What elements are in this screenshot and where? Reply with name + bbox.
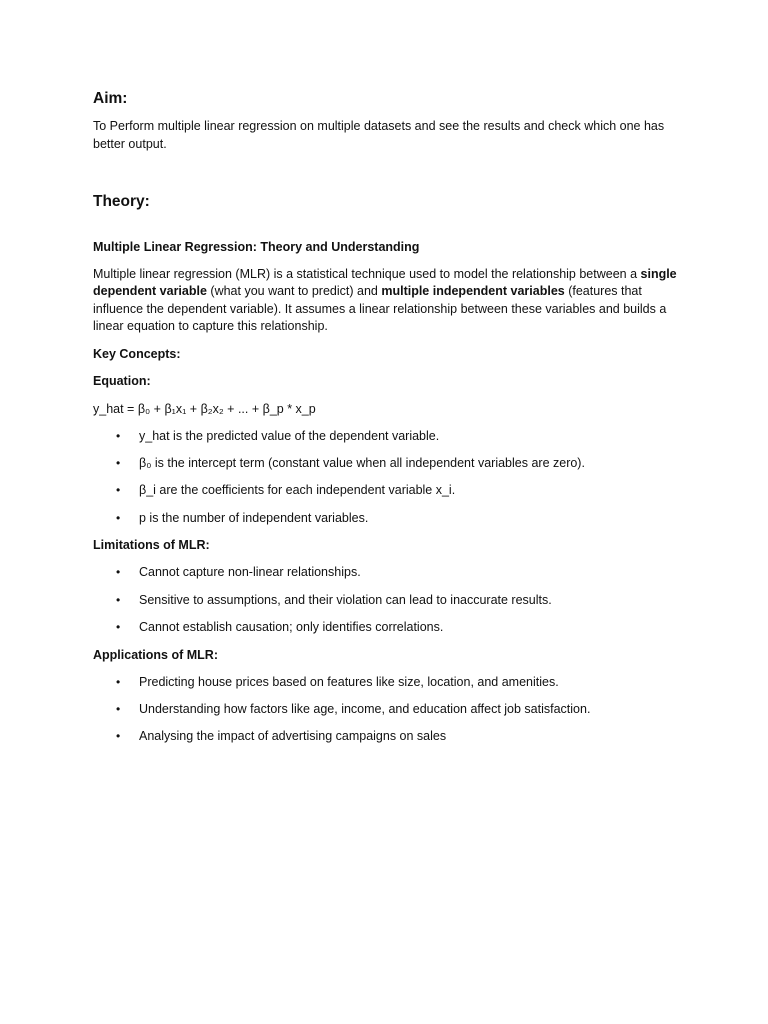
aim-heading: Aim: bbox=[93, 90, 128, 107]
list-item bbox=[93, 455, 683, 473]
list-item-text: β₀ is the intercept term (constant value when all independent variables are zero). bbox=[139, 456, 585, 471]
bullet-icon: • bbox=[116, 592, 121, 607]
list-item-text: Understanding how factors like age, income, and education affect job satisfaction. bbox=[139, 702, 591, 717]
bullet-icon: • bbox=[116, 674, 121, 689]
bullet-icon: • bbox=[116, 620, 121, 635]
list-item bbox=[93, 592, 683, 610]
list-item bbox=[93, 428, 683, 446]
theory-heading: Theory: bbox=[93, 193, 150, 210]
bullet-icon: • bbox=[116, 428, 121, 443]
bullet-icon: • bbox=[116, 729, 121, 744]
list-item bbox=[93, 510, 683, 528]
list-item bbox=[93, 728, 683, 746]
mlr-text-1: Multiple linear regression (MLR) is a statistical technique used to model the relationship between a bbox=[93, 266, 641, 281]
bullet-icon: • bbox=[116, 456, 121, 471]
equation-bullet-list bbox=[93, 428, 683, 527]
list-item-text: Cannot capture non-linear relationships. bbox=[139, 565, 361, 580]
list-item-text: Predicting house prices based on features like size, location, and amenities. bbox=[139, 674, 559, 689]
list-item bbox=[93, 701, 683, 719]
list-item bbox=[93, 619, 683, 637]
aim-text: To Perform multiple linear regression on multiple datasets and see the results and check which one has better output. bbox=[93, 119, 665, 151]
list-item-text: Cannot establish causation; only identifies correlations. bbox=[139, 620, 444, 635]
theory-subheading: Multiple Linear Regression: Theory and Understanding bbox=[93, 240, 420, 254]
mlr-bold-independent: multiple independent variables bbox=[381, 284, 565, 298]
list-item-text: y_hat is the predicted value of the dependent variable. bbox=[139, 428, 440, 443]
mlr-description bbox=[93, 266, 683, 336]
mlr-text-3: (features that influence the dependent variable). It assumes a linear relationship between these variables and builds a linear equation to capture this relationship. bbox=[93, 284, 667, 333]
list-item-text: β_i are the coefficients for each independent variable x_i. bbox=[139, 483, 456, 498]
mlr-bold-dependent: single dependent variable bbox=[93, 266, 677, 298]
document-content bbox=[93, 88, 683, 746]
list-item-text: Analysing the impact of advertising campaigns on sales bbox=[139, 729, 447, 744]
limitations-label: Limitations of MLR: bbox=[93, 538, 210, 553]
list-item bbox=[93, 674, 683, 692]
list-item-text: p is the number of independent variables. bbox=[139, 510, 369, 525]
equation-label: Equation: bbox=[93, 374, 151, 388]
bullet-icon: • bbox=[116, 483, 121, 498]
limitations-bullet-list bbox=[93, 564, 683, 636]
mlr-text-2: (what you want to predict) and bbox=[206, 284, 382, 298]
bullet-icon: • bbox=[116, 510, 121, 525]
bullet-icon: • bbox=[116, 565, 121, 580]
bullet-icon: • bbox=[116, 702, 121, 717]
list-item bbox=[93, 482, 683, 500]
list-item-text: Sensitive to assumptions, and their violation can lead to inaccurate results. bbox=[139, 592, 552, 607]
key-concepts-label: Key Concepts: bbox=[93, 346, 181, 361]
applications-label: Applications of MLR: bbox=[93, 647, 218, 662]
applications-bullet-list bbox=[93, 674, 683, 746]
equation-text: y_hat = β₀ + β₁x₁ + β₂x₂ + ... + β_p * x_p bbox=[93, 401, 316, 416]
list-item bbox=[93, 564, 683, 582]
